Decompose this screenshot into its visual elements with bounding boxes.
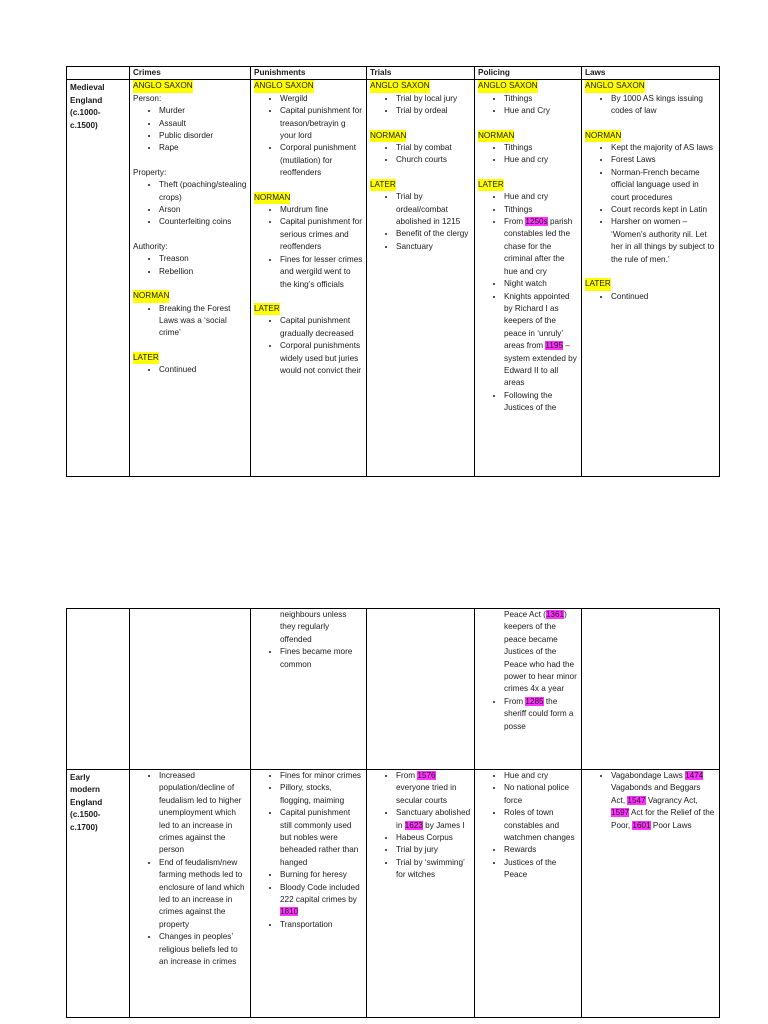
list-item: • Continued xyxy=(611,291,716,303)
date-highlight: 1195 xyxy=(545,341,564,351)
spacer xyxy=(133,340,247,352)
list-item: • Benefit of the clergy xyxy=(396,228,471,240)
bullet-list xyxy=(585,142,716,266)
list-item: • Sanctuary abolished in 1623 by James I xyxy=(396,807,471,832)
list-item: • Hue and cry xyxy=(504,770,578,782)
list-item: • Hue and Cry xyxy=(504,105,578,117)
bullet-list xyxy=(585,770,716,832)
list-item: • Justices of the Peace xyxy=(504,857,578,882)
early-modern-crimes-cell xyxy=(130,770,251,1018)
date-highlight: 1576 xyxy=(417,771,436,780)
list-item: • Capital punishment still commonly used but nobles were beheaded rather than hanged xyxy=(280,807,363,869)
date-highlight: 1474 xyxy=(685,771,704,780)
header-trials: Trials xyxy=(367,67,475,80)
medieval-row xyxy=(67,80,720,477)
era-heading: NORMAN xyxy=(478,130,514,142)
bullet-list xyxy=(133,364,247,376)
list-item: • Fines became more common xyxy=(280,646,363,671)
era-heading: ANGLO SAXON xyxy=(254,80,314,92)
bullet-list xyxy=(478,770,578,882)
continued-punishments-cell xyxy=(251,609,367,770)
bullet-list xyxy=(585,291,716,303)
history-table-page-1 xyxy=(66,66,720,477)
list-item: • Trial by ‘swimming’ for witches xyxy=(396,857,471,882)
list-item: • Church courts xyxy=(396,154,471,166)
category-label: Property: xyxy=(133,167,167,177)
bullet-list xyxy=(254,93,363,180)
list-item: • Night watch xyxy=(504,278,578,290)
medieval-punishments-cell xyxy=(251,80,367,477)
bullet-list xyxy=(133,179,247,229)
header-row xyxy=(67,67,720,80)
era-heading: LATER xyxy=(585,278,611,290)
list-item: • Trial by ordeal/combat abolished in 1215 xyxy=(396,191,471,228)
bullet-list xyxy=(370,770,471,882)
era-heading: NORMAN xyxy=(133,290,169,302)
list-item: • Roles of town constables and watchmen changes xyxy=(504,807,578,844)
list-item: • Changes in peoples’ religious beliefs led to an increase in crimes xyxy=(159,931,247,968)
bullet-list xyxy=(254,770,363,931)
period-text: Early modern England (c.1500- c.1700) xyxy=(70,773,103,832)
list-item: • Public disorder xyxy=(159,130,247,142)
list-item: • Capital punishment for treason/betrayin g your lord xyxy=(280,105,363,142)
list-item: • Transportation xyxy=(280,919,363,931)
document-page-2 xyxy=(66,608,719,1018)
header-crimes: Crimes xyxy=(130,67,251,80)
bullet-list xyxy=(133,105,247,155)
list-item: • Murder xyxy=(159,105,247,117)
medieval-continued-row xyxy=(67,609,720,770)
list-item: • Hue and cry xyxy=(504,191,578,203)
medieval-policing-cell xyxy=(475,80,582,477)
bullet-list xyxy=(254,609,363,646)
era-heading: ANGLO SAXON xyxy=(370,80,430,92)
early-modern-laws-cell xyxy=(582,770,720,1018)
bullet-list xyxy=(478,93,578,118)
header-laws: Laws xyxy=(582,67,720,80)
era-heading: NORMAN xyxy=(370,130,406,142)
spacer xyxy=(585,266,716,278)
era-heading: ANGLO SAXON xyxy=(133,80,193,92)
period-label-medieval xyxy=(67,80,130,477)
early-modern-trials-cell xyxy=(367,770,475,1018)
bullet-list xyxy=(254,646,363,671)
list-item: • Burning for heresy xyxy=(280,869,363,881)
spacer xyxy=(133,229,247,241)
continued-policing-cell xyxy=(475,609,582,770)
spacer xyxy=(478,118,578,130)
era-heading: LATER xyxy=(254,303,280,315)
bullet-list xyxy=(478,696,578,733)
date-highlight: 1361 xyxy=(545,610,565,619)
spacer xyxy=(370,118,471,130)
category-label: Person: xyxy=(133,93,162,103)
era-heading: NORMAN xyxy=(254,192,290,204)
early-modern-row xyxy=(67,770,720,1018)
list-item: • Tithings xyxy=(504,142,578,154)
header-blank xyxy=(67,67,130,80)
list-item: • Rape xyxy=(159,142,247,154)
continued-crimes-cell xyxy=(130,609,251,770)
era-heading: LATER xyxy=(133,352,159,364)
list-item: • Counterfeiting coins xyxy=(159,216,247,228)
spacer xyxy=(370,167,471,179)
period-text: Medieval England (c.1000- c.1500) xyxy=(70,83,105,130)
spacer xyxy=(254,291,363,303)
era-heading: LATER xyxy=(370,179,396,191)
list-item: • Trial by ordeal xyxy=(396,105,471,117)
list-item: • Vagabondage Laws 1474 Vagabonds and Beggars Act, 1547 Vagrancy Act, 1597 Act for the Relief of the Poor, 1601 Poor Laws xyxy=(611,770,716,832)
list-item: • Breaking the Forest Laws was a ‘social crime’ xyxy=(159,303,247,340)
list-item: • Assault xyxy=(159,118,247,130)
list-item: • Continued xyxy=(159,364,247,376)
spacer xyxy=(478,167,578,179)
header-policing: Policing xyxy=(475,67,582,80)
list-item: • From 1250s parish constables led the chase for the criminal after the hue and cry xyxy=(504,216,578,278)
list-item: • Trial by jury xyxy=(396,844,471,856)
list-item: • Fines for minor crimes xyxy=(280,770,363,782)
history-table-page-2 xyxy=(66,608,720,1018)
bullet-list xyxy=(478,142,578,167)
list-item: • Rebellion xyxy=(159,266,247,278)
list-item: Peace Act (1361) keepers of the peace became Justices of the Peace who had the power to hear minor crimes 4x a year xyxy=(504,610,577,694)
bullet-list xyxy=(370,191,471,253)
date-highlight: 1601 xyxy=(632,820,651,830)
list-item: • Fines for lesser crimes and wergild went to the king’s officials xyxy=(280,254,363,291)
list-item: • No national police force xyxy=(504,782,578,807)
category-label: Authority: xyxy=(133,241,168,251)
era-heading: ANGLO SAXON xyxy=(478,80,538,92)
list-item: • Knights appointed by Richard I as keepers of the peace in ‘unruly’ areas from 1195 – system extended by Edward II to all areas xyxy=(504,291,578,390)
list-item: • Following the Justices of the xyxy=(504,390,578,415)
bullet-list xyxy=(370,142,471,167)
bullet-list xyxy=(254,204,363,291)
list-item: • Corporal punishment (mutilation) for reoffenders xyxy=(280,142,363,179)
early-modern-policing-cell xyxy=(475,770,582,1018)
period-label-early-modern xyxy=(67,770,130,1018)
list-item: • Court records kept in Latin xyxy=(611,204,716,216)
spacer xyxy=(585,118,716,130)
list-item: • Norman-French became official language used in court procedures xyxy=(611,167,716,204)
medieval-laws-cell xyxy=(582,80,720,477)
list-item: • Kept the majority of AS laws xyxy=(611,142,716,154)
list-item: • Arson xyxy=(159,204,247,216)
list-item: • From 1576 everyone tried in secular courts xyxy=(396,770,471,807)
bullet-list xyxy=(478,609,578,696)
document-page-1 xyxy=(66,66,719,477)
spacer xyxy=(254,180,363,192)
medieval-trials-cell xyxy=(367,80,475,477)
list-item: • Tithings xyxy=(504,93,578,105)
header-punishments: Punishments xyxy=(251,67,367,80)
list-item: • Hue and cry xyxy=(504,154,578,166)
list-item: • Harsher on women – ‘Women’s authority nil. Let her in all things by subject to the rule of men.’ xyxy=(611,216,716,266)
era-heading: LATER xyxy=(478,179,504,191)
bullet-list xyxy=(133,770,247,969)
continued-trials-cell xyxy=(367,609,475,770)
list-item: • Pillory, stocks, flogging, maiming xyxy=(280,782,363,807)
list-item: • Rewards xyxy=(504,844,578,856)
list-item: • Habeus Corpus xyxy=(396,832,471,844)
list-item: • Treason xyxy=(159,253,247,265)
date-highlight: 1250s xyxy=(525,217,548,227)
date-highlight: 1623 xyxy=(404,820,423,830)
list-item: • Capital punishment for serious crimes and reoffenders xyxy=(280,216,363,253)
bullet-list xyxy=(585,93,716,118)
bullet-list xyxy=(133,253,247,278)
early-modern-punishments-cell xyxy=(251,770,367,1018)
list-item: • Trial by local jury xyxy=(396,93,471,105)
spacer xyxy=(133,155,247,167)
list-item: • Murdrum fine xyxy=(280,204,363,216)
list-item: neighbours unless they regularly offended xyxy=(280,610,347,644)
list-item: • By 1000 AS kings issuing codes of law xyxy=(611,93,716,118)
continued-laws-cell xyxy=(582,609,720,770)
bullet-list xyxy=(370,93,471,118)
era-heading: ANGLO SAXON xyxy=(585,80,645,92)
list-item: • Forest Laws xyxy=(611,154,716,166)
list-item: • Tithings xyxy=(504,204,578,216)
bullet-list xyxy=(254,315,363,377)
spacer xyxy=(133,278,247,290)
list-item: • Wergild xyxy=(280,93,363,105)
date-highlight: 1547 xyxy=(627,795,646,805)
list-item: • From 1285 the sheriff could form a posse xyxy=(504,696,578,733)
list-item: • Theft (poaching/stealing crops) xyxy=(159,179,247,204)
list-item: • Capital punishment gradually decreased xyxy=(280,315,363,340)
date-highlight: 1285 xyxy=(525,696,544,706)
era-heading: NORMAN xyxy=(585,130,621,142)
date-highlight: 1810 xyxy=(280,907,299,917)
list-item: • Increased population/decline of feudalism led to higher unemployment which led to an increase in crimes against the person xyxy=(159,770,247,857)
bullet-list xyxy=(133,303,247,340)
list-item: • End of feudalism/new farming methods led to enclosure of land which led to an increase in crimes against the property xyxy=(159,857,247,931)
list-item: • Trial by combat xyxy=(396,142,471,154)
bullet-list xyxy=(478,191,578,414)
list-item: • Corporal punishments widely used but juries would not convict their xyxy=(280,340,363,377)
list-item: • Bloody Code included 222 capital crimes by 1810 xyxy=(280,882,363,919)
continued-period-cell xyxy=(67,609,130,770)
list-item: • Sanctuary xyxy=(396,241,471,253)
date-highlight: 1597 xyxy=(611,808,630,818)
medieval-crimes-cell xyxy=(130,80,251,477)
